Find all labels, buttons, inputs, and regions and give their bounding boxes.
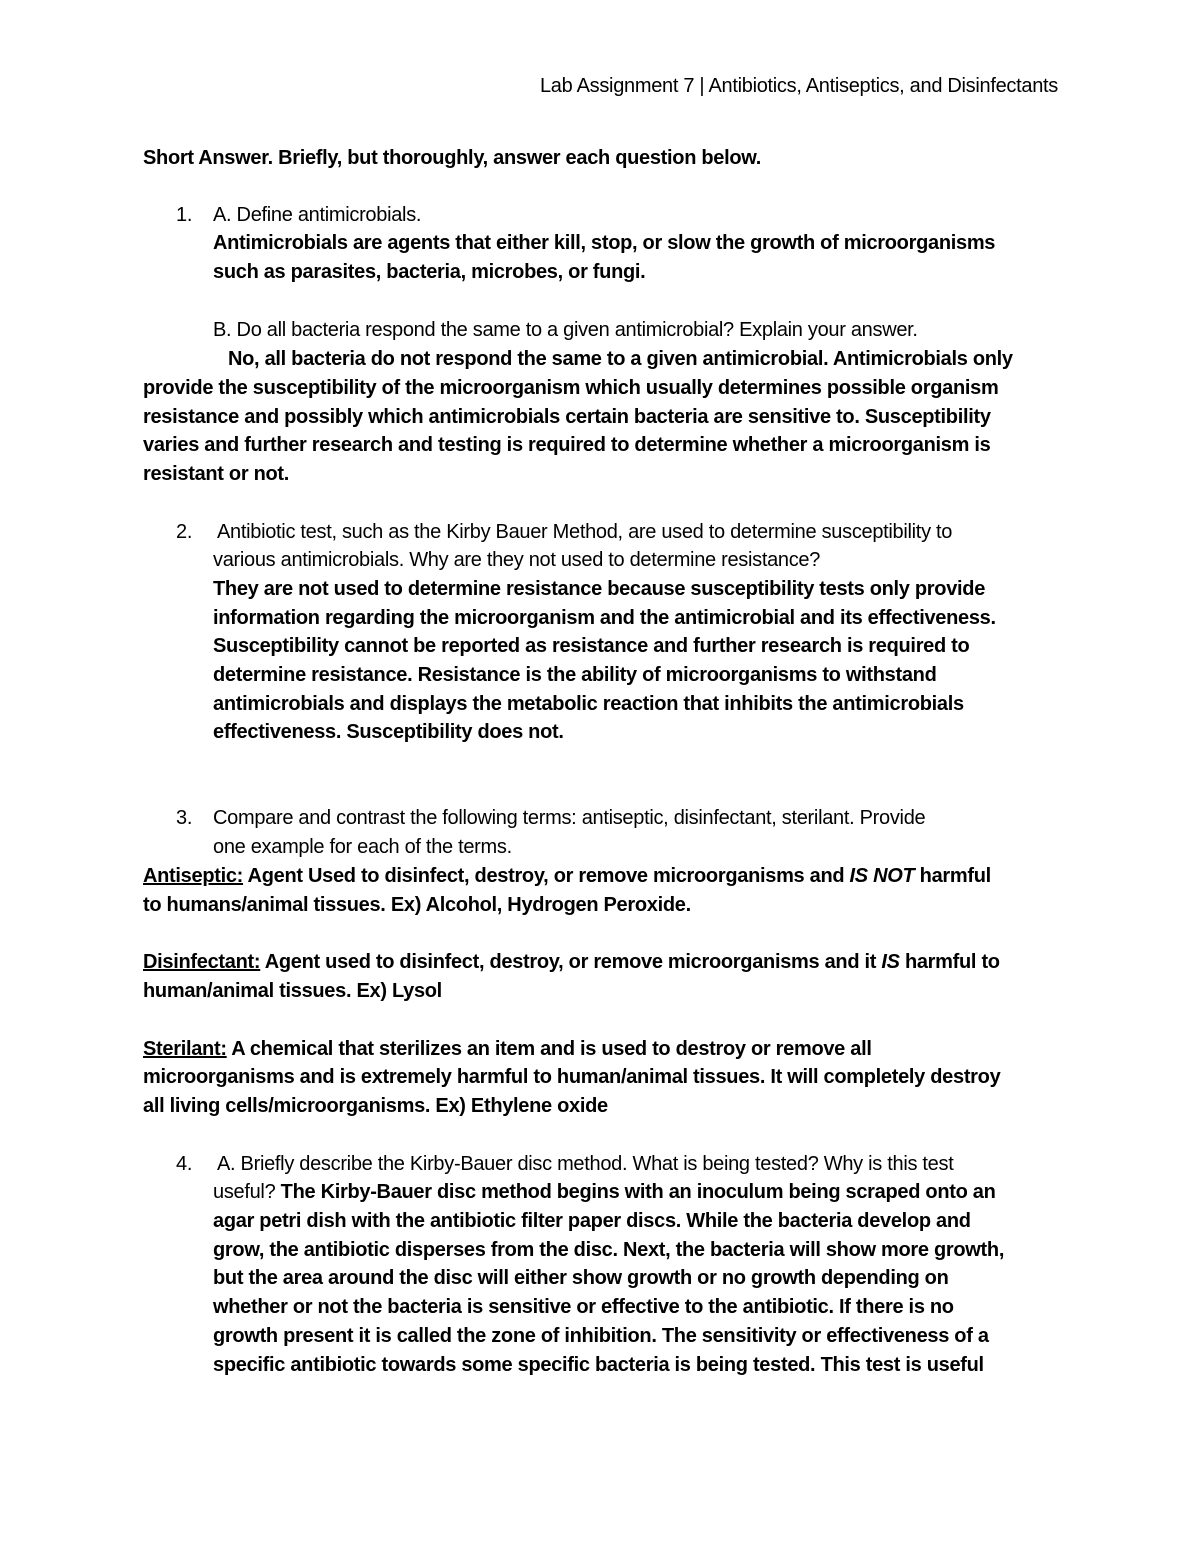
q2-answer-line: Susceptibility cannot be reported as resistance and further research is required to bbox=[213, 635, 970, 657]
q1-a-answer-line: such as parasites, bacteria, microbes, or fungi. bbox=[213, 261, 646, 283]
q1-a-answer-line: Antimicrobials are agents that either kill, stop, or slow the growth of microorganisms bbox=[213, 232, 996, 254]
q4-answer-line: specific antibiotic towards some specific bacteria is being tested. This test is useful bbox=[213, 1354, 984, 1376]
q3-number: 3. bbox=[176, 807, 193, 829]
q2-answer-line: determine resistance. Resistance is the ability of microorganisms to withstand bbox=[213, 664, 937, 686]
q3-question-line: one example for each of the terms. bbox=[213, 836, 512, 858]
q4-answer-line: growth present it is called the zone of inhibition. The sensitivity or effectiveness of a bbox=[213, 1325, 989, 1347]
antiseptic-term: Antiseptic: bbox=[143, 865, 244, 887]
q2-number: 2. bbox=[176, 521, 193, 543]
q1-b-question: B. Do all bacteria respond the same to a given antimicrobial? Explain your answer. bbox=[213, 319, 918, 341]
q4-question-line: A. Briefly describe the Kirby-Bauer disc method. What is being tested? Why is this test bbox=[217, 1153, 954, 1175]
q3-question-line: Compare and contrast the following terms: antiseptic, disinfectant, sterilant. Provide bbox=[213, 807, 926, 829]
q2-answer-line: They are not used to determine resistance because susceptibility tests only provide bbox=[213, 578, 986, 600]
q4-answer-line: but the area around the disc will either show growth or no growth depending on bbox=[213, 1267, 949, 1289]
q2-answer-line: antimicrobials and displays the metabolic reaction that inhibits the antimicrobials bbox=[213, 693, 964, 715]
disinfectant-definition-line: human/animal tissues. Ex) Lysol bbox=[143, 980, 442, 1002]
page-header: Lab Assignment 7 | Antibiotics, Antiseptics, and Disinfectants bbox=[539, 75, 1058, 97]
antiseptic-definition: Antiseptic: Agent Used to disinfect, destroy, or remove microorganisms and IS NOT harmful bbox=[143, 865, 991, 887]
disinfectant-term: Disinfectant: bbox=[143, 951, 261, 973]
emphasis: IS bbox=[881, 951, 900, 973]
q2-answer-line: effectiveness. Susceptibility does not. bbox=[213, 721, 564, 743]
disinfectant-definition: Disinfectant: Agent used to disinfect, destroy, or remove microorganisms and it IS harmful to bbox=[143, 951, 1000, 973]
q1-b-answer-line: varies and further research and testing is required to determine whether a microorganism is bbox=[143, 434, 991, 456]
q2-question-line: Antibiotic test, such as the Kirby Bauer Method, are used to determine susceptibility to bbox=[217, 521, 953, 543]
q1-b-answer-line: resistance and possibly which antimicrobials certain bacteria are sensitive to. Susceptibility bbox=[143, 406, 991, 428]
sterilant-definition-line: all living cells/microorganisms. Ex) Ethylene oxide bbox=[143, 1095, 608, 1117]
q4-question-answer-line: useful? The Kirby-Bauer disc method begins with an inoculum being scraped onto an bbox=[213, 1181, 996, 1203]
q4-answer-line: whether or not the bacteria is sensitive or effective to the antibiotic. If there is no bbox=[213, 1296, 954, 1318]
emphasis: IS NOT bbox=[849, 865, 915, 887]
q1-b-answer-line: resistant or not. bbox=[143, 463, 290, 485]
q1-a-question: A. Define antimicrobials. bbox=[213, 204, 422, 226]
q4-answer-line: grow, the antibiotic disperses from the disc. Next, the bacteria will show more growth, bbox=[213, 1239, 1005, 1261]
q1-b-answer-line: No, all bacteria do not respond the same to a given antimicrobial. Antimicrobials only bbox=[228, 348, 1013, 370]
sterilant-definition-line: microorganisms and is extremely harmful to human/animal tissues. It will completely destroy bbox=[143, 1066, 1001, 1088]
instructions: Short Answer. Briefly, but thoroughly, answer each question below. bbox=[143, 147, 762, 169]
q1-b-answer-line: provide the susceptibility of the microorganism which usually determines possible organism bbox=[143, 377, 999, 399]
q1-number: 1. bbox=[176, 204, 193, 226]
q2-answer-line: information regarding the microorganism and the antimicrobial and its effectiveness. bbox=[213, 607, 996, 629]
q2-question-line: various antimicrobials. Why are they not used to determine resistance? bbox=[213, 549, 821, 571]
antiseptic-definition-line: to humans/animal tissues. Ex) Alcohol, Hydrogen Peroxide. bbox=[143, 894, 691, 916]
q4-number: 4. bbox=[176, 1153, 193, 1175]
sterilant-term: Sterilant: bbox=[143, 1038, 227, 1060]
sterilant-definition: Sterilant: A chemical that sterilizes an item and is used to destroy or remove all bbox=[143, 1038, 872, 1060]
q4-answer-line: agar petri dish with the antibiotic filter paper discs. While the bacteria develop and bbox=[213, 1210, 971, 1232]
